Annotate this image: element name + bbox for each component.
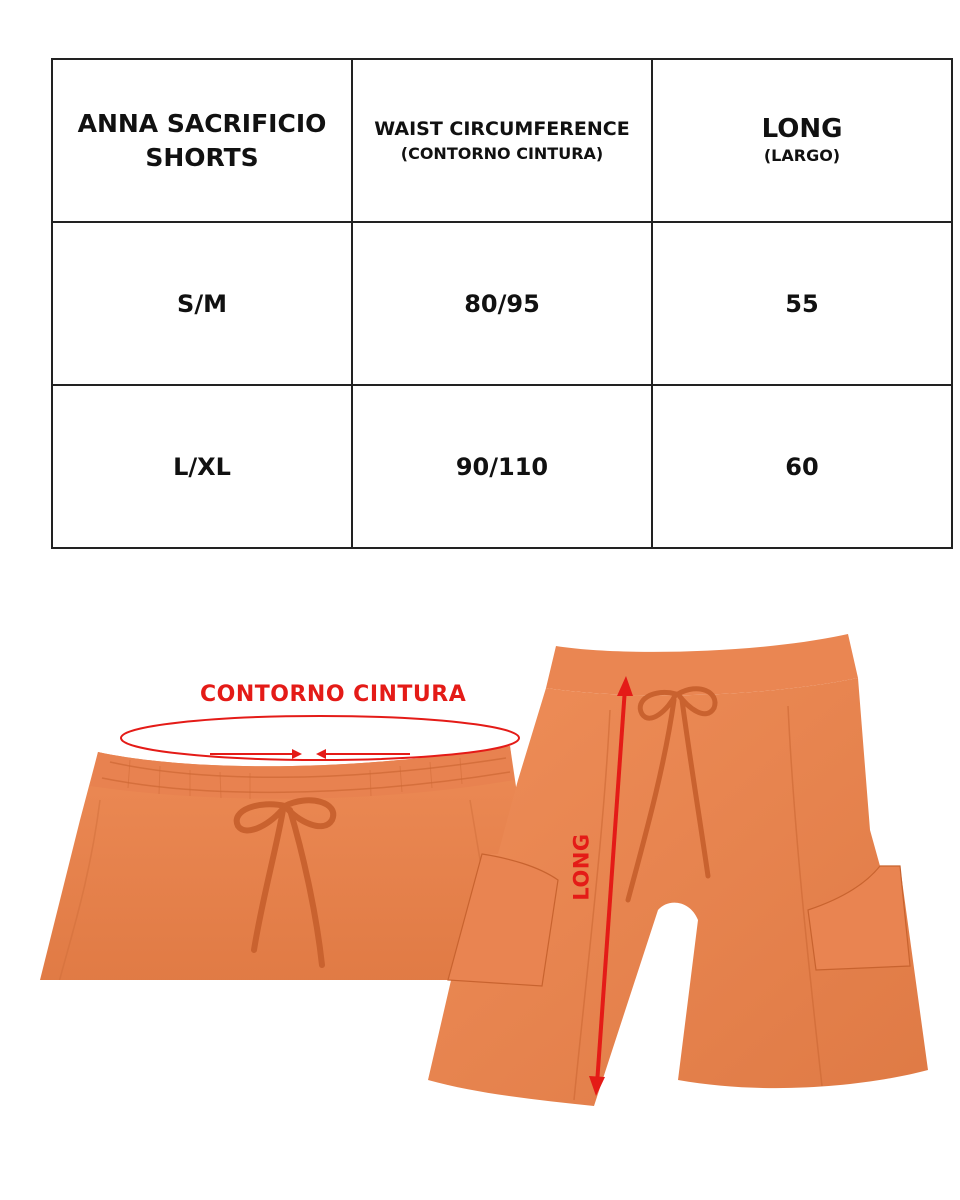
long-label: LONG — [569, 833, 594, 901]
long-header-title: LONG — [761, 113, 843, 144]
header-waist — [352, 59, 652, 222]
waist-header-subtitle: (CONTORNO CINTURA) — [400, 143, 604, 163]
table-header-row — [52, 59, 952, 222]
waist-cell: 90/110 — [352, 385, 652, 548]
table-row — [52, 385, 952, 548]
size-cell: S/M — [52, 222, 352, 385]
waist-label: CONTORNO CINTURA — [200, 682, 467, 707]
table-row — [52, 222, 952, 385]
waist-header-title: WAIST CIRCUMFERENCE — [374, 117, 630, 140]
product-name-line2: SHORTS — [145, 142, 259, 172]
size-chart-table — [51, 58, 953, 549]
product-name-line1: ANNA SACRIFICIO — [77, 108, 327, 138]
waist-cell: 80/95 — [352, 222, 652, 385]
long-cell: 60 — [652, 385, 952, 548]
header-product — [52, 59, 352, 222]
full-shorts-image — [428, 630, 958, 1110]
header-long — [652, 59, 952, 222]
long-header-subtitle: (LARGO) — [763, 145, 841, 165]
size-cell: L/XL — [52, 385, 352, 548]
long-cell: 55 — [652, 222, 952, 385]
